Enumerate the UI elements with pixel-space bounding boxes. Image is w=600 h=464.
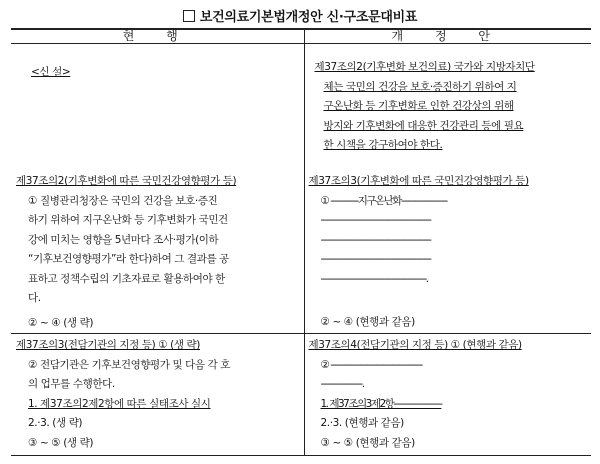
- current-cell-2: [11, 170, 304, 334]
- proposed-text-line: ------------------------------------------------: [320, 214, 431, 226]
- proposed-art37-4-heading: 제37조의4(전담기관의 지정 등) ① (현행과 같음): [308, 339, 522, 351]
- proposed-art37-2-line: 방지와 기후변화에 대응한 건강관리 등에 필요: [323, 119, 524, 132]
- row-section-2: [11, 170, 591, 334]
- proposed-cell-1: [304, 44, 591, 171]
- comparison-table: [11, 28, 591, 456]
- new-provision-label: <신 설>: [31, 66, 71, 78]
- proposed-text-line: ----------------------------------------------.: [320, 272, 428, 285]
- current-text-line: ③ ~ ⑤ (생 략): [28, 436, 94, 449]
- current-text-line: 강에 미치는 영향을 5년마다 조사·평가(이하: [28, 233, 219, 246]
- proposed-art37-2-line: 구온난화 등 기후변화로 인한 건강상의 위해: [323, 100, 514, 112]
- checkbox-square-icon: [183, 10, 195, 22]
- proposed-art37-2-line: 한 시책을 강구하여야 한다.: [323, 139, 443, 151]
- proposed-text-line: ------------------------------------------------: [320, 233, 431, 246]
- row-section-3: [11, 334, 591, 456]
- current-text-line: 하기 위하여 지구온난화 등 기후변화가 국민건: [28, 214, 228, 226]
- document-title: 보건의료기본법개정안 신·구조문대비표: [0, 6, 600, 25]
- proposed-text-line: 2.·3. (현행과 같음): [320, 417, 404, 429]
- current-art37-2-heading: 제37조의2(기후변화에 따른 국민건강영향평가 등): [16, 175, 237, 187]
- proposed-art37-2-line: 체는 국민의 건강을 보호·증진하기 위하여 지: [323, 80, 517, 93]
- current-art37-3-heading: 제37조의3(전담기관의 지정 등) ① (생 략): [16, 339, 200, 351]
- current-text-line: 1. 제37조의2제2항에 따른 실태조사 실시: [28, 397, 211, 410]
- proposed-text-line: ② ~ ④ (현행과 같음): [320, 316, 415, 328]
- current-text-line: 표하고 정책수립의 기초자료로 활용하여야 한: [28, 272, 225, 285]
- current-text-line: ② ~ ④ (생 략): [28, 316, 94, 329]
- row-section-1: [11, 44, 591, 171]
- current-text-line: ① 질병관리청장은 국민의 건강을 보호·증진: [28, 194, 218, 207]
- header-row: [11, 29, 591, 44]
- current-text-line: 2.·3. (생 략): [28, 417, 83, 429]
- current-text-line: 의 업무를 수행한다.: [28, 378, 115, 390]
- blank-line: [309, 289, 592, 308]
- proposed-art37-2-line: 제37조의2(기후변화 보건의료) 국가와 지방자치단: [314, 61, 535, 73]
- header-current: 현 행: [11, 29, 304, 44]
- current-cell-3: [11, 334, 304, 456]
- current-cell-1: [11, 44, 304, 171]
- current-text-line: “기후보건영향평가”라 한다)하여 그 결과를 공: [28, 253, 229, 265]
- current-text-line: 다.: [28, 292, 41, 304]
- proposed-text-line: ------------------------------------------------: [320, 253, 431, 265]
- proposed-cell-2: [304, 170, 591, 334]
- header-proposed: 개 정 안: [304, 29, 591, 44]
- proposed-text-line: ------------------.: [320, 378, 364, 390]
- proposed-cell-3: [304, 334, 591, 456]
- proposed-text-line: ③ ~ ⑤ (현행과 같음): [320, 436, 415, 449]
- proposed-text-line: ① ------------지구온난화--------------------: [320, 194, 447, 207]
- proposed-text-line: ② ----------------------------------------: [320, 358, 422, 371]
- proposed-art37-3-heading: 제37조의3(기후변화에 따른 국민건강영향평가 등): [308, 175, 529, 187]
- proposed-text-line: 1. 제37조의3제2항---------------------: [320, 397, 442, 410]
- current-text-line: ② 전담기관은 기후보건영향평가 및 다음 각 호: [28, 358, 231, 371]
